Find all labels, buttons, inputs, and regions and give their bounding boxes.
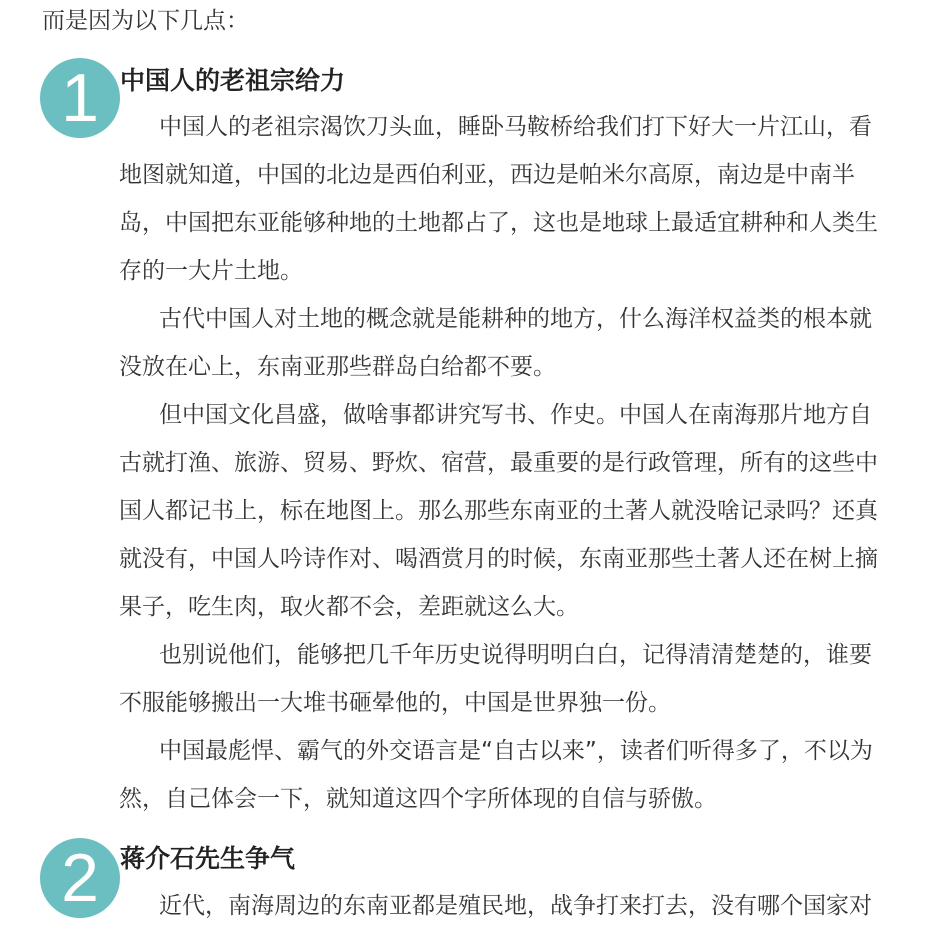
paragraph-1: [119, 103, 912, 295]
paragraph-line: 近代，南海周边的东南亚都是殖民地，战争打来打去，没有哪个国家对: [159, 893, 872, 919]
section-number-badge: 2: [40, 838, 120, 918]
paragraph-line: 国人都记书上，标在地图上。那么那些东南亚的土著人就没啥记录吗？还真: [119, 498, 878, 524]
paragraph-line: 古就打渔、旅游、贸易、野炊、宿营，最重要的是行政管理，所有的这些中: [119, 450, 878, 476]
paragraph-line: 没放在心上，东南亚那些群岛白给都不要。: [119, 354, 556, 380]
paragraph-3: [119, 391, 912, 631]
paragraph-line: 中国人的老祖宗渴饮刀头血，睡卧马鞍桥给我们打下好大一片江山，看: [159, 114, 872, 140]
paragraph-6: [119, 882, 912, 930]
paragraph-line: 中国最彪悍、霸气的外交语言是“自古以来”，读者们听得多了，不以为: [159, 738, 873, 764]
paragraph-4: [119, 631, 912, 727]
paragraph-5: [119, 727, 912, 823]
paragraph-line: 存的一大片土地。: [119, 258, 303, 284]
paragraph-line: 但中国文化昌盛，做啥事都讲究写书、作史。中国人在南海那片地方自: [159, 402, 872, 428]
paragraph-line: 岛，中国把东亚能够种地的土地都占了，这也是地球上最适宜耕种和人类生: [119, 210, 878, 236]
paragraph-2: [119, 295, 912, 391]
section-heading: 中国人的老祖宗给力: [120, 66, 346, 95]
section-heading: 蒋介石先生争气: [120, 844, 296, 873]
section-number-badge: 1: [40, 58, 120, 138]
paragraph-line: 不服能够搬出一大堆书砸晕他的，中国是世界独一份。: [119, 690, 671, 716]
paragraph-line: 就没有，中国人吟诗作对、喝酒赏月的时候，东南亚那些土著人还在树上摘: [119, 546, 878, 572]
paragraph-line: 古代中国人对土地的概念就是能耕种的地方，什么海洋权益类的根本就: [159, 306, 872, 332]
paragraph-line: 然，自己体会一下，就知道这四个字所体现的自信与骄傲。: [119, 786, 717, 812]
paragraph-line: 也别说他们，能够把几千年历史说得明明白白，记得清清楚楚的，谁要: [159, 642, 872, 668]
intro-text: 而是因为以下几点：: [42, 8, 249, 34]
paragraph-line: 果子，吃生肉，取火都不会，差距就这么大。: [119, 594, 579, 620]
paragraph-line: 地图就知道，中国的北边是西伯利亚，西边是帕米尔高原，南边是中南半: [119, 162, 855, 188]
